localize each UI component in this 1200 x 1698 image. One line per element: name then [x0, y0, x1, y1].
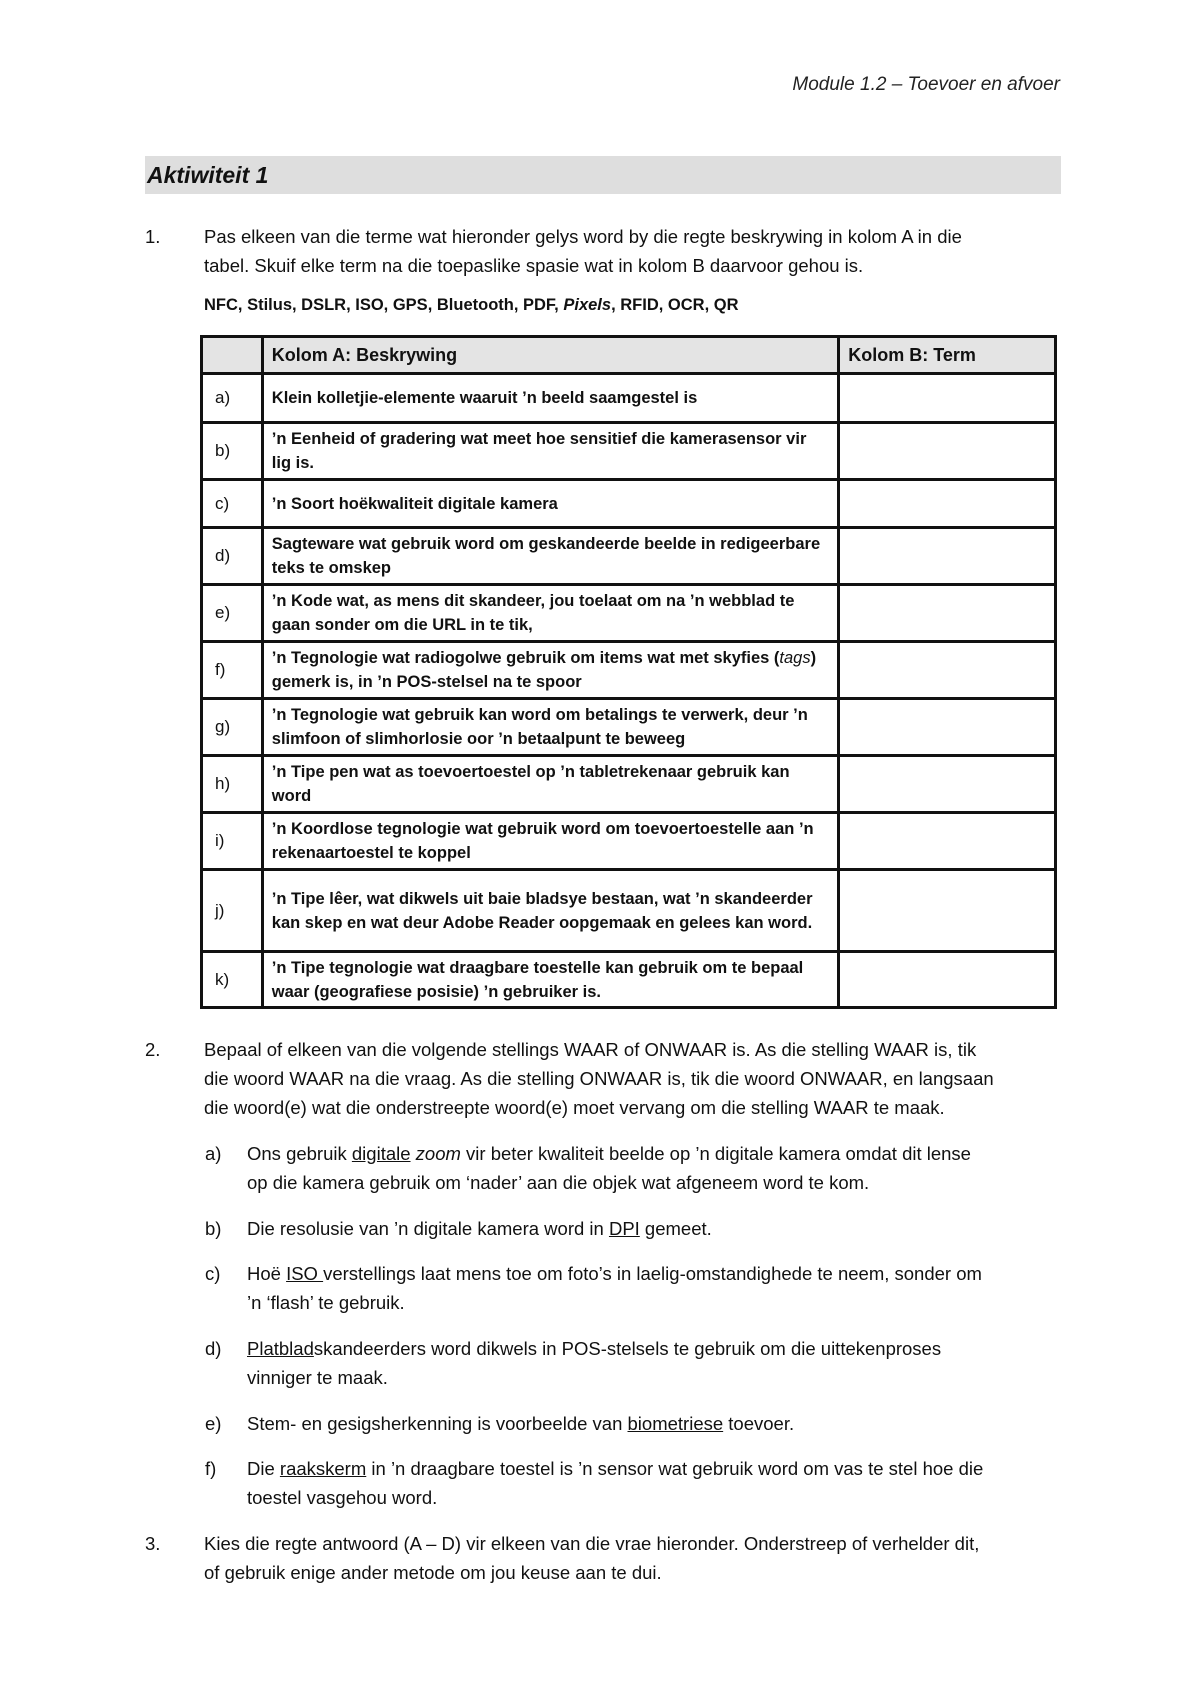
underlined-word: digitale — [351, 1143, 411, 1164]
table-row — [202, 870, 1056, 952]
statement-line: ’n ‘flash’ te gebruik. — [247, 1292, 405, 1313]
question-line: Pas elkeen van die terme wat hieronder gelys word by die regte beskrywing in kolom A in die — [204, 226, 962, 247]
text-part: toevoer. — [723, 1413, 795, 1434]
desc-part: ’n Tegnologie wat radiogolwe gebruik om items wat met skyfies ( — [271, 649, 780, 667]
statement-label: f) — [205, 1458, 217, 1479]
statement-text — [247, 1259, 1065, 1317]
question-line: of gebruik enige ander metode om jou keuse aan te dui. — [204, 1562, 662, 1583]
table-header-blank — [202, 337, 263, 374]
row-description — [262, 642, 838, 699]
statement-text — [247, 1409, 1065, 1438]
table-row — [202, 423, 1056, 480]
term-answer-cell[interactable] — [839, 374, 1056, 423]
term-list-part: NFC, Stilus, DSLR, ISO, GPS, Bluetooth, PDF, — [204, 296, 564, 314]
row-label: j) — [202, 870, 263, 952]
table-row — [202, 699, 1056, 756]
text-part: Stem- en gesigsherkenning is voorbeelde van — [247, 1413, 628, 1434]
table-row — [202, 374, 1056, 423]
text-part: Ons gebruik — [247, 1143, 352, 1164]
term-answer-cell[interactable] — [839, 870, 1056, 952]
row-description: ’n Tipe pen wat as toevoertoestel op ’n tabletrekenaar gebruik kan word — [262, 756, 838, 813]
term-list — [204, 296, 739, 315]
row-label: f) — [202, 642, 263, 699]
table-row — [202, 480, 1056, 528]
statement-text — [247, 1454, 1065, 1512]
row-label: c) — [202, 480, 263, 528]
term-answer-cell[interactable] — [839, 699, 1056, 756]
row-description: ’n Tipe lêer, wat dikwels uit baie bladsye bestaan, wat ’n skandeerder kan skep en wat deur Adobe Reader oopgemaak en gelees kan word. — [262, 870, 838, 952]
column-b-header: Kolom B: Term — [839, 337, 1056, 374]
table-row — [202, 813, 1056, 870]
term-answer-cell[interactable] — [839, 585, 1056, 642]
question-number: 3. — [145, 1533, 161, 1554]
table-row — [202, 528, 1056, 585]
statement-line: vinniger te maak. — [247, 1367, 388, 1388]
term-list-part: , RFID, OCR, QR — [611, 296, 739, 314]
text-part: Die resolusie van ’n digitale kamera word in — [247, 1218, 609, 1239]
term-answer-cell[interactable] — [839, 756, 1056, 813]
statement-label: e) — [205, 1413, 222, 1434]
question-number: 1. — [145, 226, 161, 247]
row-label: h) — [202, 756, 263, 813]
text-part: Hoë — [247, 1263, 287, 1284]
table-row — [202, 756, 1056, 813]
question-line: tabel. Skuif elke term na die toepaslike spasie wat in kolom B daarvoor gehou is. — [204, 255, 864, 276]
row-description: Klein kolletjie-elemente waaruit ’n beeld saamgestel is — [262, 374, 838, 423]
row-description: Sagteware wat gebruik word om geskandeerde beelde in redigeerbare teks te omskep — [262, 528, 838, 585]
term-answer-cell[interactable] — [839, 423, 1056, 480]
term-answer-cell[interactable] — [839, 952, 1056, 1008]
row-label: b) — [202, 423, 263, 480]
text-part: vir beter kwaliteit beelde op ’n digitale kamera omdat dit lense — [460, 1143, 971, 1164]
question-line: die woord(e) wat die onderstreepte woord(e) moet vervang om die stelling WAAR te maak. — [204, 1097, 945, 1118]
row-description: ’n Soort hoëkwaliteit digitale kamera — [262, 480, 838, 528]
statement-label: d) — [205, 1338, 222, 1359]
term-answer-cell[interactable] — [839, 642, 1056, 699]
row-description: ’n Tegnologie wat gebruik kan word om betalings te verwerk, deur ’n slimfoon of slimhorlosie oor ’n betaalpunt te beweeg — [262, 699, 838, 756]
section-title: Aktiwiteit 1 — [147, 162, 269, 188]
statement-text — [247, 1334, 1065, 1392]
row-description: ’n Eenheid of gradering wat meet hoe sensitief die kamerasensor vir lig is. — [262, 423, 838, 480]
question-line: Bepaal of elkeen van die volgende stellings WAAR of ONWAAR is. As die stelling WAAR is, tik — [204, 1039, 977, 1060]
question-text — [204, 1035, 1064, 1122]
desc-part: ) gemerk is, in ’n POS-stelsel na te spoor — [271, 649, 817, 691]
statement-text — [247, 1214, 1065, 1243]
desc-tags: tags — [779, 649, 811, 667]
row-description: ’n Koordlose tegnologie wat gebruik word om toevoertoestelle aan ’n rekenaartoestel te koppel — [262, 813, 838, 870]
table-row — [202, 585, 1056, 642]
column-a-header: Kolom A: Beskrywing — [262, 337, 838, 374]
row-label: i) — [202, 813, 263, 870]
underlined-word: biometriese — [627, 1413, 724, 1434]
statement-line: op die kamera gebruik om ‘nader’ aan die objek wat afgeneem word te kom. — [247, 1172, 870, 1193]
underlined-word: DPI — [608, 1218, 640, 1239]
term-answer-cell[interactable] — [839, 480, 1056, 528]
question-line: die woord WAAR na die vraag. As die stelling ONWAAR is, tik die woord ONWAAR, en langsaan — [204, 1068, 994, 1089]
statement-text — [247, 1139, 1065, 1197]
question-text — [204, 222, 1064, 280]
row-description: ’n Kode wat, as mens dit skandeer, jou toelaat om na ’n webblad te gaan sonder om die URL in te tik, — [262, 585, 838, 642]
question-text — [204, 1529, 1064, 1587]
page-header: Module 1.2 – Toevoer en afvoer — [792, 74, 1060, 95]
underlined-word: ISO — [286, 1263, 324, 1284]
table-header-row — [202, 337, 1056, 374]
row-description: ’n Tipe tegnologie wat draagbare toestelle kan gebruik om te bepaal waar (geografiese posisie) ’n gebruiker is. — [262, 952, 838, 1008]
term-list-pixels: Pixels — [563, 296, 612, 314]
text-part: Die — [247, 1458, 280, 1479]
text-part: in ’n draagbare toestel is ’n sensor wat gebruik word om vas te stel hoe die — [366, 1458, 984, 1479]
row-label: g) — [202, 699, 263, 756]
question-number: 2. — [145, 1039, 161, 1060]
row-label: d) — [202, 528, 263, 585]
text-part: verstellings laat mens toe om foto’s in laelig-omstandighede te neem, sonder om — [323, 1263, 982, 1284]
question-line: Kies die regte antwoord (A – D) vir elkeen van die vrae hieronder. Onderstreep of verhelder dit, — [204, 1533, 980, 1554]
italic-word: zoom — [415, 1143, 461, 1164]
term-answer-cell[interactable] — [839, 813, 1056, 870]
underlined-word: raakskerm — [279, 1458, 367, 1479]
text-part: skandeerders word dikwels in POS-stelsels te gebruik om die uittekenproses — [313, 1338, 942, 1359]
statement-label: c) — [205, 1263, 221, 1284]
row-label: a) — [202, 374, 263, 423]
section-banner — [145, 156, 1061, 194]
row-label: k) — [202, 952, 263, 1008]
statement-line: toestel vasgehou word. — [247, 1487, 438, 1508]
underlined-word: Platblad — [247, 1338, 314, 1359]
row-label: e) — [202, 585, 263, 642]
statement-label: b) — [205, 1218, 222, 1239]
table-row — [202, 642, 1056, 699]
text-part: gemeet. — [639, 1218, 712, 1239]
term-answer-cell[interactable] — [839, 528, 1056, 585]
matching-table — [200, 335, 1057, 1009]
statement-label: a) — [205, 1143, 222, 1164]
table-row — [202, 952, 1056, 1008]
